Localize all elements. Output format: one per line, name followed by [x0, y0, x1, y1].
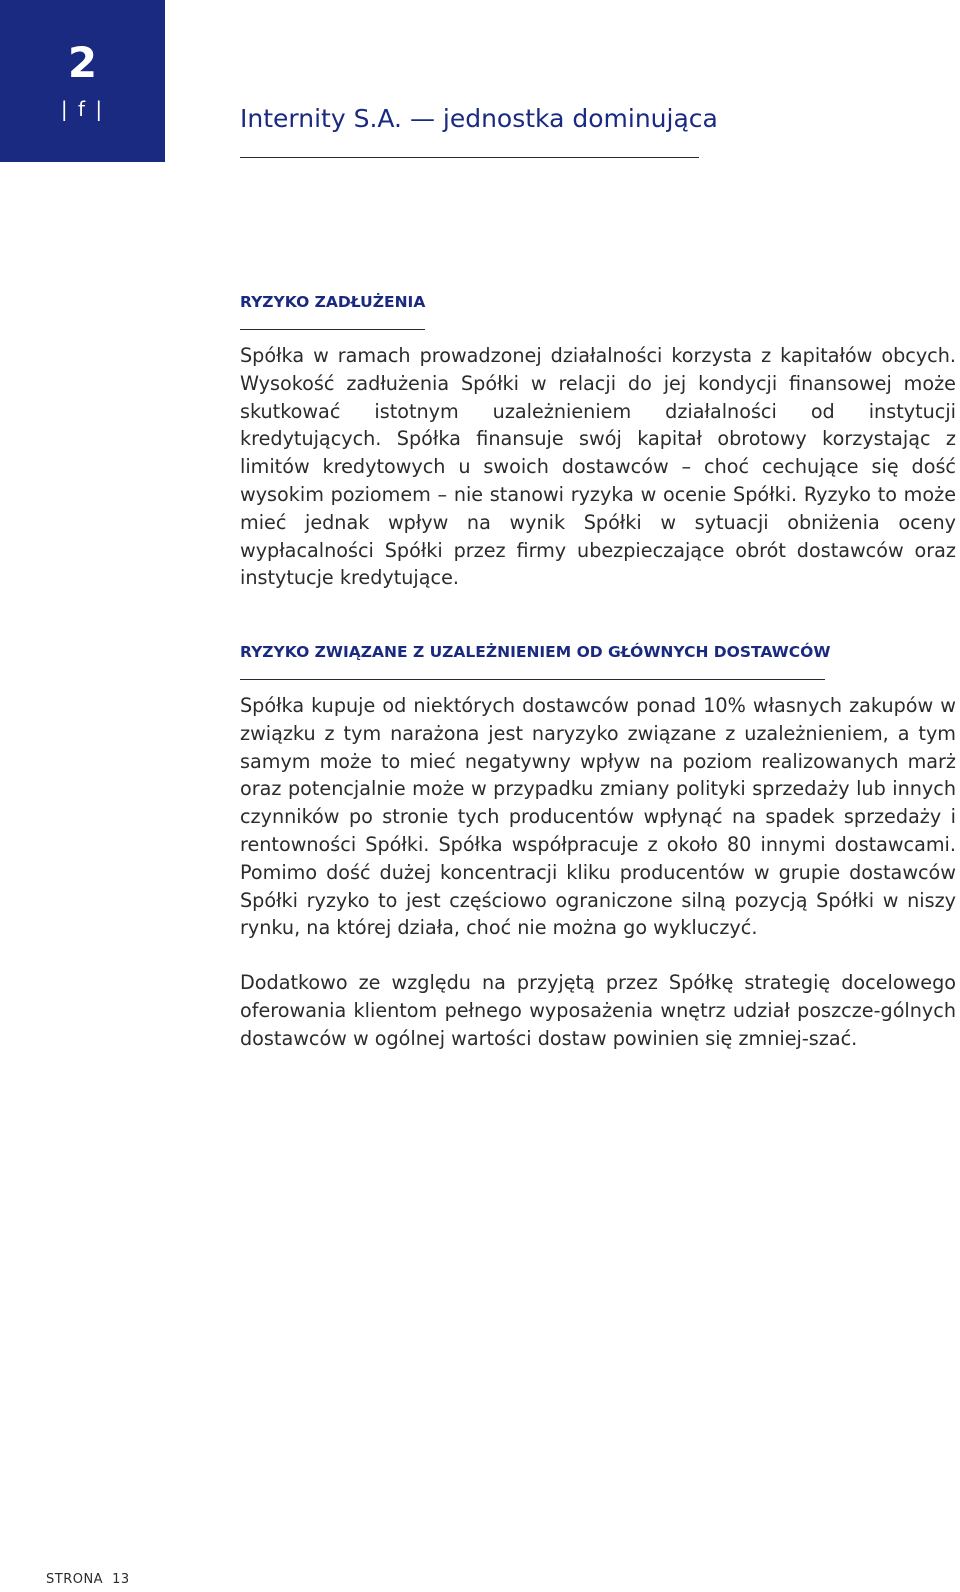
title-divider [240, 157, 699, 158]
footer-label: STRONA [46, 1572, 104, 1587]
section-heading-divider [240, 329, 425, 330]
paragraph-debt-risk: Spółka w ramach prowadzonej działalności korzysta z kapitałów obcych. Wysokość zadłużenia Spółki w relacji do jej kondycji finansowej może skutkować istotnym uzależnieniem działalności od instytucji kredytujących. Spółka finansuje swój kapitał obrotowy korzystając z limitów kredytowych u swoich dostawców – choć cechujące się dość wysokim poziomem – nie stanowi ryzyka w ocenie Spółki. Ryzyko to może mieć jednak wpływ na wynik Spółki w sytuacji obniżenia oceny wypłacalności Spółki przez firmy ubezpieczające obrót dostawców oraz instytucje kredytujące. [240, 344, 956, 590]
section-supplier-risk [240, 642, 956, 1053]
chapter-number: 2 [67, 38, 98, 87]
page-title: Internity S.A. — jednostka dominująca [240, 104, 718, 133]
page-footer [46, 1572, 130, 1588]
chapter-badge [0, 0, 165, 162]
section-heading-divider [240, 679, 825, 680]
page-number: 13 [112, 1572, 130, 1587]
section-heading-supplier-risk: RYZYKO ZWIĄZANE Z UZALEŻNIENIEM OD GŁÓWNYCH DOSTAWCÓW [240, 643, 831, 661]
chapter-letter: | f | [60, 97, 105, 121]
paragraph-supplier-strategy: Dodatkowo ze względu na przyjętą przez Spółkę strategię docelowego oferowania klientom pełnego wyposażenia wnętrz udział poszcze-gólnych dostawców w ogólnej wartości dostaw powinien się zmniej-szać. [240, 971, 956, 1050]
paragraph-supplier-risk: Spółka kupuje od niektórych dostawców ponad 10% własnych zakupów w związku z tym narażona jest naryzyko związane z uzależnieniem, a tym samym może to mieć negatywny wpływ na poziom realizowanych marż oraz potencjalnie może w przypadku zmiany polityki sprzedaży lub innych czynników po stronie tych producentów wpłynąć na spadek sprzedaży i rentowności Spółki. Spółka współpracuje z około 80 innymi dostawcami. Pomimo dość dużej koncentracji kliku producentów w grupie dostawców Spółki ryzyko to jest częściowo ograniczone silną pozycją Spółki w niszy rynku, na której działa, choć nie można go wykluczyć. [240, 694, 956, 940]
section-heading-debt-risk: RYZYKO ZADŁUŻENIA [240, 293, 426, 311]
section-debt-risk [240, 292, 956, 592]
